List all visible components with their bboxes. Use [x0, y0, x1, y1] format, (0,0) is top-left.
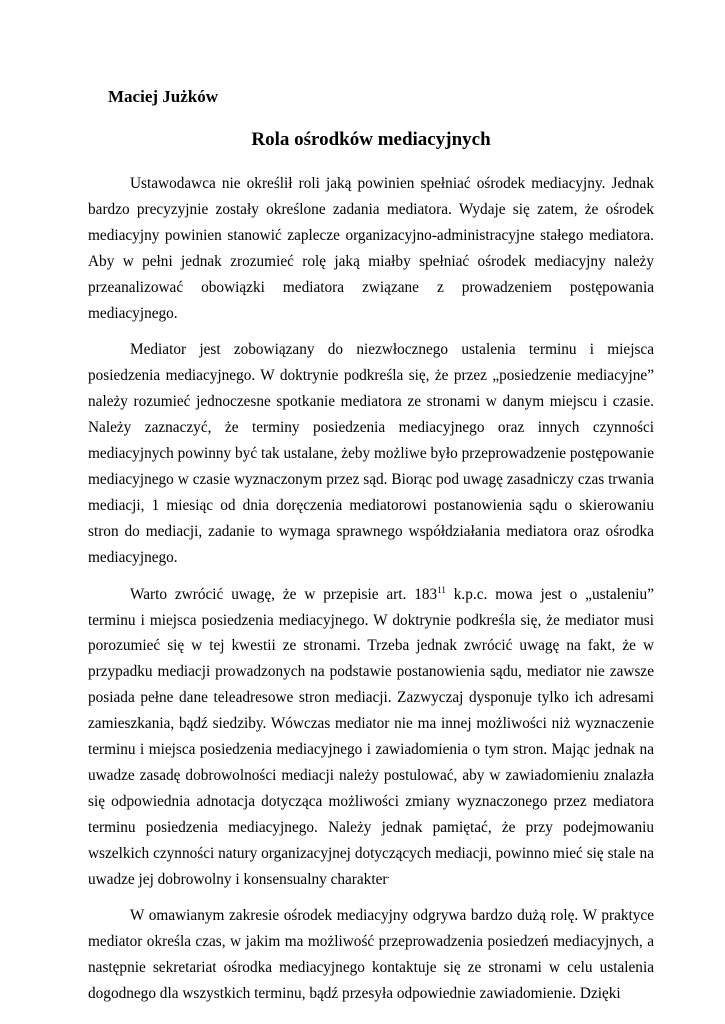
article-superscript: 11 [437, 584, 446, 595]
document-body [88, 171, 654, 1007]
footnote-mark: . [387, 869, 390, 880]
paragraph-1: Ustawodawca nie określił roli jaką powinien spełniać ośrodek mediacyjny. Jednak bardzo precyzyjnie zostały określone zadania mediatora. Wydaje się zatem, że ośrodek mediacyjny powinien stanowić zaplecze organizacyjno-administracyjne stałego mediatora. Aby w pełni jednak zrozumieć rolę jaką miałby spełniać ośrodek mediacyjny należy przeanalizować obowiązki mediatora związane z prowadzeniem postępowania mediacyjnego. [88, 175, 654, 322]
document-title: Rola ośrodków mediacyjnych [251, 129, 491, 150]
paragraph-4: W omawianym zakresie ośrodek mediacyjny odgrywa bardzo dużą rolę. W praktyce mediator określa czas, w jakim ma możliwość przeprowadzenia posiedzeń mediacyjnych, a następnie sekretariat ośrodka mediacyjnego kontaktuje się ze stronami w celu ustalenia dogodnego dla wszystkich terminu, bądź przesyła odpowiednie zawiadomienie. Dzięki [88, 907, 654, 1003]
paragraph-3-text-end: k.p.c. mowa jest o „ustaleniu” terminu i miejsca posiedzenia mediacyjnego. W doktrynie podkreśla się, że mediator musi porozumieć się w tej kwestii ze stronami. Trzeba jednak zwrócić uwagę na fakt, że w przypadku mediacji prowadzonych na podstawie postanowienia sądu, mediator nie zawsze posiada pełne dane teleadresowe stron mediacji. Zazwyczaj dysponuje tylko ich adresami zamieszkania, bądź siedziby. Wówczas mediator nie ma innej możliwości niż wyznaczenie terminu i miejsca posiedzenia mediacyjnego i zawiadomienia o tym stron. Mając jednak na uwadze zasadę dobrowolności mediacji należy postulować, aby w zawiadomieniu znalazła się odpowiednia adnotacja dotycząca możliwości zmiany wyznaczonego przez mediatora terminu posiedzenia mediacyjnego. Należy jednak pamiętać, że przy podejmowaniu wszelkich czynności natury organizacyjnej dotyczących mediacji, powinno mieć się stale na uwadze jej dobrowolny i konsensualny charakter [88, 585, 654, 888]
author-name: Maciej Jużków [108, 87, 219, 106]
paragraph-3-text-start: Warto zwrócić uwagę, że w przepisie art. 183 [130, 585, 438, 603]
paragraph-3 [88, 582, 654, 893]
paragraph-2: Mediator jest zobowiązany do niezwłocznego ustalenia terminu i miejsca posiedzenia mediacyjnego. W doktrynie podkreśla się, że przez „posiedzenie mediacyjne” należy rozumieć jednoczesne spotkanie mediatora ze stronami w danym miejscu i czasie. Należy zaznaczyć, że terminy posiedzenia mediacyjnego oraz innych czynności mediacyjnych powinny być tak ustalane, żeby możliwe było przeprowadzenie postępowanie mediacyjnego w czasie wyznaczonym przez sąd. Biorąc pod uwagę zasadniczy czas trwania mediacji, 1 miesiąc od dnia doręczenia mediatorowi postanowienia sądu o skierowaniu stron do mediacji, zadanie to wymaga sprawnego współdziałania mediatora oraz ośrodka mediacyjnego. [88, 341, 654, 566]
